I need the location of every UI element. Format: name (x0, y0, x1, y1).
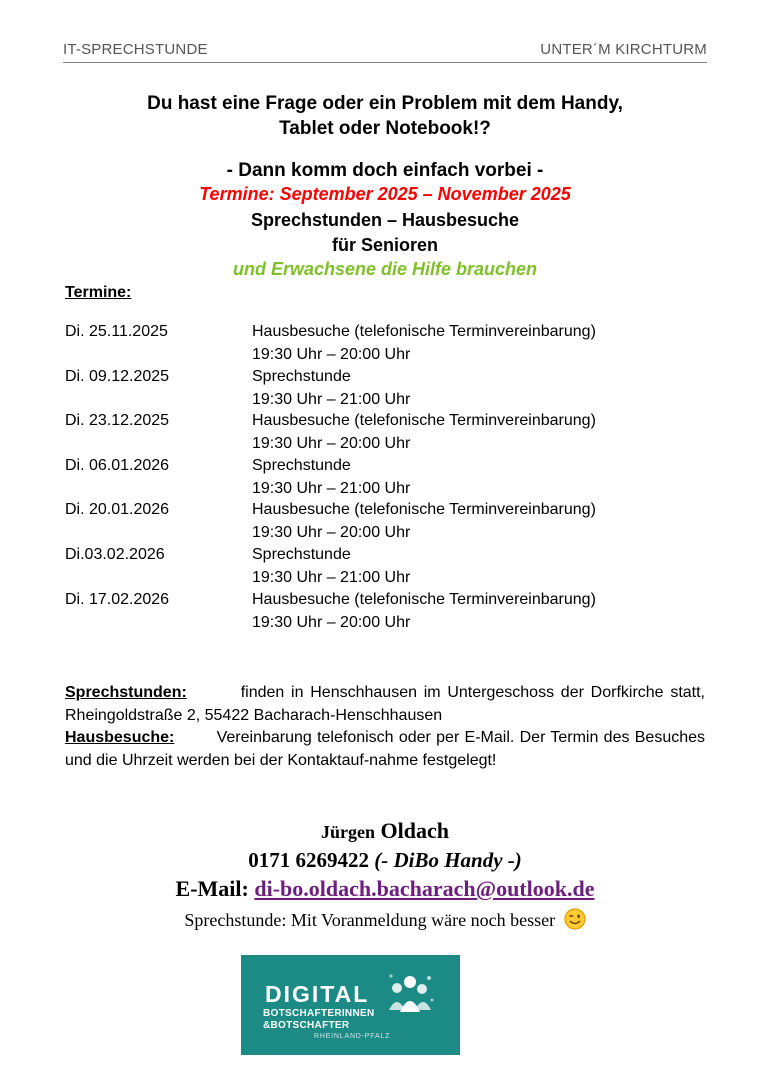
hausbesuche-paragraph (65, 727, 705, 772)
logo-line-4: RHEINLAND-PFALZ (314, 1033, 391, 1040)
schedule-time: 19:30 Uhr – 21:00 Uhr (252, 479, 411, 497)
contact-note: Sprechstunde: Mit Voranmeldung wäre noch besser (184, 910, 556, 930)
contact-name (63, 818, 707, 844)
schedule-row (65, 323, 705, 368)
digital-botschafter-logo (241, 955, 460, 1055)
audience-line: für Senioren (331, 235, 438, 255)
schedule-date: Di. 09.12.2025 (65, 367, 170, 385)
contact-phone-note: (- DiBo Handy -) (374, 848, 522, 872)
schedule-time: 19:30 Uhr – 20:00 Uhr (252, 524, 411, 542)
schedule-time: 19:30 Uhr – 21:00 Uhr (252, 568, 411, 586)
contact-last-name: Oldach (380, 818, 449, 843)
schedule-row (65, 546, 705, 591)
schedule-row (65, 591, 705, 636)
schedule-list (65, 323, 705, 635)
schedule-desc: Hausbesuche (telefonische Terminvereinbarung) (252, 590, 596, 608)
schedule-row (65, 412, 705, 457)
hausbesuche-label: Hausbesuche: (65, 729, 175, 746)
hausbesuche-text: Vereinbarung telefonisch oder per E-Mail. Der Termin des Besuches und die Uhrzeit werden bei der Kontaktauf-nahme festgelegt! (65, 729, 706, 769)
intro-question (63, 91, 707, 141)
contact-first-name: Jürgen (321, 822, 376, 842)
contact-note-line (63, 908, 707, 935)
schedule-row (65, 501, 705, 546)
schedule-date: Di. 17.02.2026 (65, 590, 170, 608)
winking-smiley-icon (564, 908, 586, 935)
termine-heading: Termine: (65, 284, 132, 301)
people-network-icon (385, 970, 435, 1018)
schedule-desc: Hausbesuche (telefonische Terminvereinbarung) (252, 412, 596, 430)
schedule-date: Di. 23.12.2025 (65, 412, 170, 430)
intro-callout: - Dann komm doch einfach vorbei - (226, 160, 544, 181)
page-header (63, 41, 707, 63)
logo-line-3: &BOTSCHAFTER (263, 1020, 350, 1031)
schedule-date: Di. 25.11.2025 (65, 323, 168, 340)
schedule-time: 19:30 Uhr – 20:00 Uhr (252, 435, 411, 453)
contact-email-line (63, 876, 707, 902)
schedule-desc: Hausbesuche (telefonische Terminvereinbarung) (252, 323, 596, 340)
audience-line-2: und Erwachsene die Hilfe brauchen (232, 259, 538, 279)
dates-range: Termine: September 2025 – November 2025 (199, 184, 571, 204)
schedule-date: Di.03.02.2026 (65, 545, 165, 563)
header-right-title: UNTER´M KIRCHTURM (540, 41, 707, 58)
schedule-row (65, 457, 705, 502)
sprechstunden-label: Sprechstunden: (65, 684, 187, 701)
contact-phone: 0171 6269422 (248, 848, 369, 872)
schedule-time: 19:30 Uhr – 20:00 Uhr (252, 613, 411, 631)
schedule-desc: Sprechstunde (252, 545, 351, 563)
intro-line-2: Tablet oder Notebook!? (279, 118, 491, 139)
contact-phone-line (63, 848, 707, 873)
email-label: E-Mail: (175, 876, 249, 901)
logo-line-2: BOTSCHAFTERINNEN (263, 1008, 375, 1019)
schedule-date: Di. 06.01.2026 (65, 456, 170, 474)
schedule-time: 19:30 Uhr – 20:00 Uhr (252, 346, 411, 363)
logo-line-1: DIGITAL (265, 981, 370, 1007)
email-link[interactable]: di-bo.oldach.bacharach@outlook.de (254, 876, 595, 901)
header-left-title: IT-SPRECHSTUNDE (63, 41, 208, 58)
schedule-desc: Sprechstunde (252, 456, 351, 474)
sprechstunden-paragraph (65, 682, 705, 727)
intro-line-1: Du hast eine Frage oder ein Problem mit dem Handy, (147, 93, 623, 114)
schedule-desc: Hausbesuche (telefonische Terminvereinbarung) (252, 501, 596, 519)
schedule-date: Di. 20.01.2026 (65, 501, 170, 519)
schedule-time: 19:30 Uhr – 21:00 Uhr (252, 390, 411, 408)
schedule-row (65, 368, 705, 413)
sprechstunden-text: finden in Henschhausen im Untergeschoss der Dorfkirche statt, Rheingoldstraße 2, 55422 Bacharach-Henschhausen (65, 684, 706, 724)
schedule-desc: Sprechstunde (252, 367, 351, 385)
offer-line: Sprechstunden – Hausbesuche (250, 210, 520, 230)
